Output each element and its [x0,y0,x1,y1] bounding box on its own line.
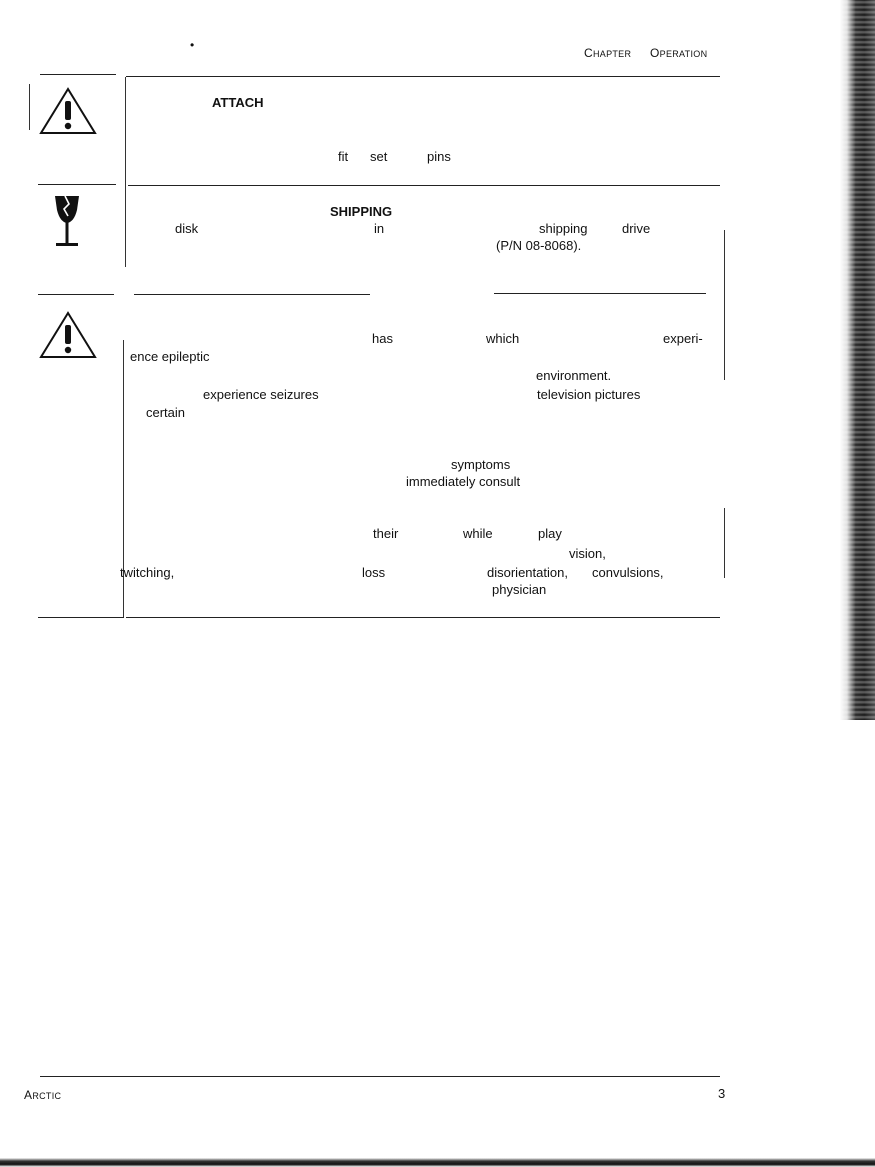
caution-short-rule [38,184,116,185]
footer-product-rest: RCTIC [32,1091,62,1101]
epilepsy-text-while: while [463,526,493,541]
section-divider-vertical [125,77,126,267]
caution-heading: ATTACH [212,95,264,110]
shipping-text-disk: disk [175,221,199,236]
shipping-text-in: in [374,221,385,236]
page-number: 3 [718,1086,726,1101]
shipping-text-shipping: shipping [539,221,588,236]
epilepsy-text-experi: experi- [663,331,703,346]
caution-rule [128,185,720,186]
epilepsy-text-experience-seizures: experience seizures [203,387,319,402]
epilepsy-text-certain: certain [146,405,186,420]
header-rule [126,76,720,77]
shipping-heading: SHIPPING [330,204,393,219]
warning-triangle-icon [38,86,98,136]
chapter-initial: C [584,46,593,60]
epilepsy-text-which: which [486,331,520,346]
right-margin-rule-2 [724,508,725,578]
separator-left-short [38,294,114,295]
scan-shadow-texture [842,0,875,720]
epilepsy-text-physician: physician [492,582,547,597]
footer-rule [40,1076,720,1077]
epilepsy-text-convulsions: convulsions, [592,565,664,580]
header-short-rule [40,74,116,75]
epilepsy-text-loss: loss [362,565,386,580]
epilepsy-text-disorientation: disorientation, [487,565,568,580]
right-margin-rule-1 [724,230,725,380]
caution-text-pins: pins [427,149,451,164]
warning-triangle-icon [38,310,98,360]
header-bullet: • [190,38,195,52]
operation-rest: PERATION [659,49,708,59]
chapter-rest: HAPTER [592,49,632,59]
epilepsy-short-rule [38,617,124,618]
epilepsy-text-symptoms: symptoms [451,457,511,472]
fragile-glass-icon [52,194,82,250]
epilepsy-text-has: has [372,331,393,346]
separator-right [494,293,706,294]
scan-shadow-bottom [0,1154,875,1167]
operation-initial: O [650,46,660,60]
epilepsy-text-immediately-consult: immediately consult [406,474,521,489]
epilepsy-text-ence-epileptic: ence epileptic [130,349,210,364]
epilepsy-rule [126,617,720,618]
chapter-title [584,46,707,60]
epilepsy-text-environment: environment. [536,368,612,383]
shipping-text-drive: drive [622,221,651,236]
epilepsy-text-twitching: twitching, [120,565,175,580]
caution-text-set: set [370,149,388,164]
epilepsy-text-television-pictures: television pictures [537,387,641,402]
caution-text-fit: fit [338,149,349,164]
footer-product [24,1088,61,1102]
epilepsy-text-play: play [538,526,562,541]
epilepsy-text-vision: vision, [569,546,606,561]
separator-left [134,294,370,295]
shipping-part-number: (P/N 08-8068). [496,238,582,253]
epilepsy-text-their: their [373,526,399,541]
margin-left-rule [29,84,30,130]
footer-product-initial: A [24,1088,33,1102]
